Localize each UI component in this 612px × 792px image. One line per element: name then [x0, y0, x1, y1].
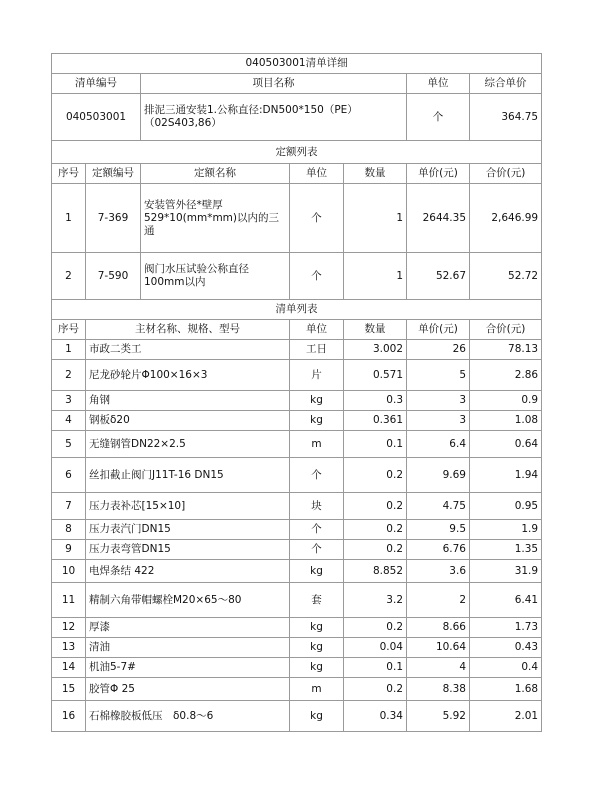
quota-total-header: 合价(元): [470, 164, 542, 184]
quota-section-title: 定额列表: [52, 141, 542, 164]
bill-price-header: 综合单价: [470, 74, 542, 94]
quota-code: 7-369: [86, 184, 141, 253]
material-total: 0.43: [470, 638, 542, 658]
material-qty: 0.2: [344, 540, 407, 560]
material-price: 26: [407, 340, 470, 360]
material-total: 1.08: [470, 411, 542, 431]
material-seq: 10: [52, 560, 86, 583]
material-name: 压力表补芯[15×10]: [86, 493, 290, 520]
material-qty: 8.852: [344, 560, 407, 583]
material-qty: 0.361: [344, 411, 407, 431]
material-qty: 0.2: [344, 520, 407, 540]
material-seq: 16: [52, 701, 86, 732]
bill-header-row: [52, 74, 542, 94]
material-unit: 套: [290, 583, 344, 618]
material-name: 机油5-7#: [86, 658, 290, 678]
material-total: 2.86: [470, 360, 542, 391]
material-unit: kg: [290, 638, 344, 658]
material-price: 4: [407, 658, 470, 678]
material-row: [52, 583, 542, 618]
material-name: 电焊条结 422: [86, 560, 290, 583]
quota-price: 52.67: [407, 253, 470, 300]
quota-price: 2644.35: [407, 184, 470, 253]
material-seq: 3: [52, 391, 86, 411]
quota-qty: 1: [344, 184, 407, 253]
material-price: 6.76: [407, 540, 470, 560]
material-row: [52, 540, 542, 560]
bill-unit-header: 单位: [407, 74, 470, 94]
material-unit: kg: [290, 618, 344, 638]
material-name: 清油: [86, 638, 290, 658]
quota-row: [52, 253, 542, 300]
material-price: 5: [407, 360, 470, 391]
material-total: 31.9: [470, 560, 542, 583]
material-qty: 3.2: [344, 583, 407, 618]
material-total: 0.95: [470, 493, 542, 520]
material-name: 胶管Φ 25: [86, 678, 290, 701]
material-name: 精制六角带帽螺栓M20×65～80: [86, 583, 290, 618]
material-price: 3: [407, 411, 470, 431]
material-unit: kg: [290, 391, 344, 411]
material-row: [52, 458, 542, 493]
bill-name-line1: 排泥三通安装1.公称直径:DN500*150（PE）: [144, 104, 358, 116]
material-unit: 个: [290, 540, 344, 560]
quota-unit: 个: [290, 184, 344, 253]
bill-unit: 个: [407, 94, 470, 141]
material-name: 丝扣截止阀门J11T-16 DN15: [86, 458, 290, 493]
material-qty: 0.2: [344, 618, 407, 638]
material-row: [52, 638, 542, 658]
bill-name-line2: （02S403,86）: [144, 117, 222, 129]
material-seq: 14: [52, 658, 86, 678]
material-row: [52, 658, 542, 678]
material-price: 8.66: [407, 618, 470, 638]
material-unit: 片: [290, 360, 344, 391]
quota-total: 2,646.99: [470, 184, 542, 253]
table-title-row: [52, 54, 542, 74]
material-qty: 0.2: [344, 458, 407, 493]
material-row: [52, 493, 542, 520]
materials-seq-header: 序号: [52, 320, 86, 340]
quota-name-header: 定额名称: [141, 164, 290, 184]
material-qty: 0.34: [344, 701, 407, 732]
quota-name: 安装管外径*壁厚529*10(mm*mm)以内的三通: [141, 184, 290, 253]
material-price: 9.5: [407, 520, 470, 540]
material-seq: 11: [52, 583, 86, 618]
material-name: 压力表弯管DN15: [86, 540, 290, 560]
material-price: 6.4: [407, 431, 470, 458]
quota-seq: 2: [52, 253, 86, 300]
quota-code-header: 定额编号: [86, 164, 141, 184]
material-total: 6.41: [470, 583, 542, 618]
material-price: 8.38: [407, 678, 470, 701]
material-total: 1.35: [470, 540, 542, 560]
material-name: 压力表汽门DN15: [86, 520, 290, 540]
bill-detail-table: [51, 53, 542, 732]
material-unit: 工日: [290, 340, 344, 360]
materials-unit-header: 单位: [290, 320, 344, 340]
quota-qty-header: 数量: [344, 164, 407, 184]
material-total: 1.68: [470, 678, 542, 701]
bill-row: [52, 94, 542, 141]
material-total: 0.64: [470, 431, 542, 458]
quota-unit: 个: [290, 253, 344, 300]
material-unit: kg: [290, 701, 344, 732]
material-price: 4.75: [407, 493, 470, 520]
material-row: [52, 431, 542, 458]
materials-section-title: 清单列表: [52, 300, 542, 320]
material-unit: 个: [290, 520, 344, 540]
quota-seq-header: 序号: [52, 164, 86, 184]
material-row: [52, 618, 542, 638]
bill-name: [141, 94, 407, 141]
material-unit: 块: [290, 493, 344, 520]
materials-qty-header: 数量: [344, 320, 407, 340]
material-row: [52, 678, 542, 701]
materials-name-header: 主材名称、规格、型号: [86, 320, 290, 340]
material-price: 5.92: [407, 701, 470, 732]
quota-row: [52, 184, 542, 253]
material-unit: 个: [290, 458, 344, 493]
material-price: 10.64: [407, 638, 470, 658]
quota-section-row: [52, 141, 542, 164]
materials-header-row: [52, 320, 542, 340]
material-row: [52, 520, 542, 540]
material-row: [52, 340, 542, 360]
material-name: 厚漆: [86, 618, 290, 638]
material-price: 2: [407, 583, 470, 618]
material-qty: 0.2: [344, 678, 407, 701]
material-seq: 1: [52, 340, 86, 360]
material-price: 3: [407, 391, 470, 411]
material-name: 钢板δ20: [86, 411, 290, 431]
material-seq: 5: [52, 431, 86, 458]
bill-price: 364.75: [470, 94, 542, 141]
material-total: 1.73: [470, 618, 542, 638]
materials-total-header: 合价(元): [470, 320, 542, 340]
material-name: 角钢: [86, 391, 290, 411]
material-name: 市政二类工: [86, 340, 290, 360]
material-total: 1.94: [470, 458, 542, 493]
material-seq: 15: [52, 678, 86, 701]
material-qty: 3.002: [344, 340, 407, 360]
material-seq: 13: [52, 638, 86, 658]
material-total: 0.4: [470, 658, 542, 678]
quota-code: 7-590: [86, 253, 141, 300]
quota-qty: 1: [344, 253, 407, 300]
material-row: [52, 360, 542, 391]
material-qty: 0.571: [344, 360, 407, 391]
material-unit: kg: [290, 560, 344, 583]
materials-price-header: 单价(元): [407, 320, 470, 340]
material-qty: 0.2: [344, 493, 407, 520]
material-name: 尼龙砂轮片Φ100×16×3: [86, 360, 290, 391]
material-seq: 8: [52, 520, 86, 540]
material-seq: 7: [52, 493, 86, 520]
material-name: 石棉橡胶板低压 δ0.8～6: [86, 701, 290, 732]
material-seq: 9: [52, 540, 86, 560]
bill-code: 040503001: [52, 94, 141, 141]
material-qty: 0.1: [344, 431, 407, 458]
quota-total: 52.72: [470, 253, 542, 300]
material-seq: 4: [52, 411, 86, 431]
material-row: [52, 560, 542, 583]
material-row: [52, 701, 542, 732]
material-qty: 0.1: [344, 658, 407, 678]
material-seq: 12: [52, 618, 86, 638]
material-unit: m: [290, 431, 344, 458]
material-row: [52, 391, 542, 411]
material-unit: m: [290, 678, 344, 701]
quota-price-header: 单价(元): [407, 164, 470, 184]
material-total: 2.01: [470, 701, 542, 732]
material-seq: 6: [52, 458, 86, 493]
material-unit: kg: [290, 658, 344, 678]
material-unit: kg: [290, 411, 344, 431]
quota-name: 阀门水压试验公称直径100mm以内: [141, 253, 290, 300]
material-seq: 2: [52, 360, 86, 391]
material-row: [52, 411, 542, 431]
quota-seq: 1: [52, 184, 86, 253]
material-price: 3.6: [407, 560, 470, 583]
material-price: 9.69: [407, 458, 470, 493]
quota-unit-header: 单位: [290, 164, 344, 184]
material-name: 无缝钢管DN22×2.5: [86, 431, 290, 458]
bill-name-header: 项目名称: [141, 74, 407, 94]
table-title: 040503001清单详细: [52, 54, 542, 74]
material-total: 0.9: [470, 391, 542, 411]
material-total: 1.9: [470, 520, 542, 540]
material-qty: 0.04: [344, 638, 407, 658]
material-total: 78.13: [470, 340, 542, 360]
material-qty: 0.3: [344, 391, 407, 411]
quota-header-row: [52, 164, 542, 184]
bill-code-header: 清单编号: [52, 74, 141, 94]
materials-section-row: [52, 300, 542, 320]
